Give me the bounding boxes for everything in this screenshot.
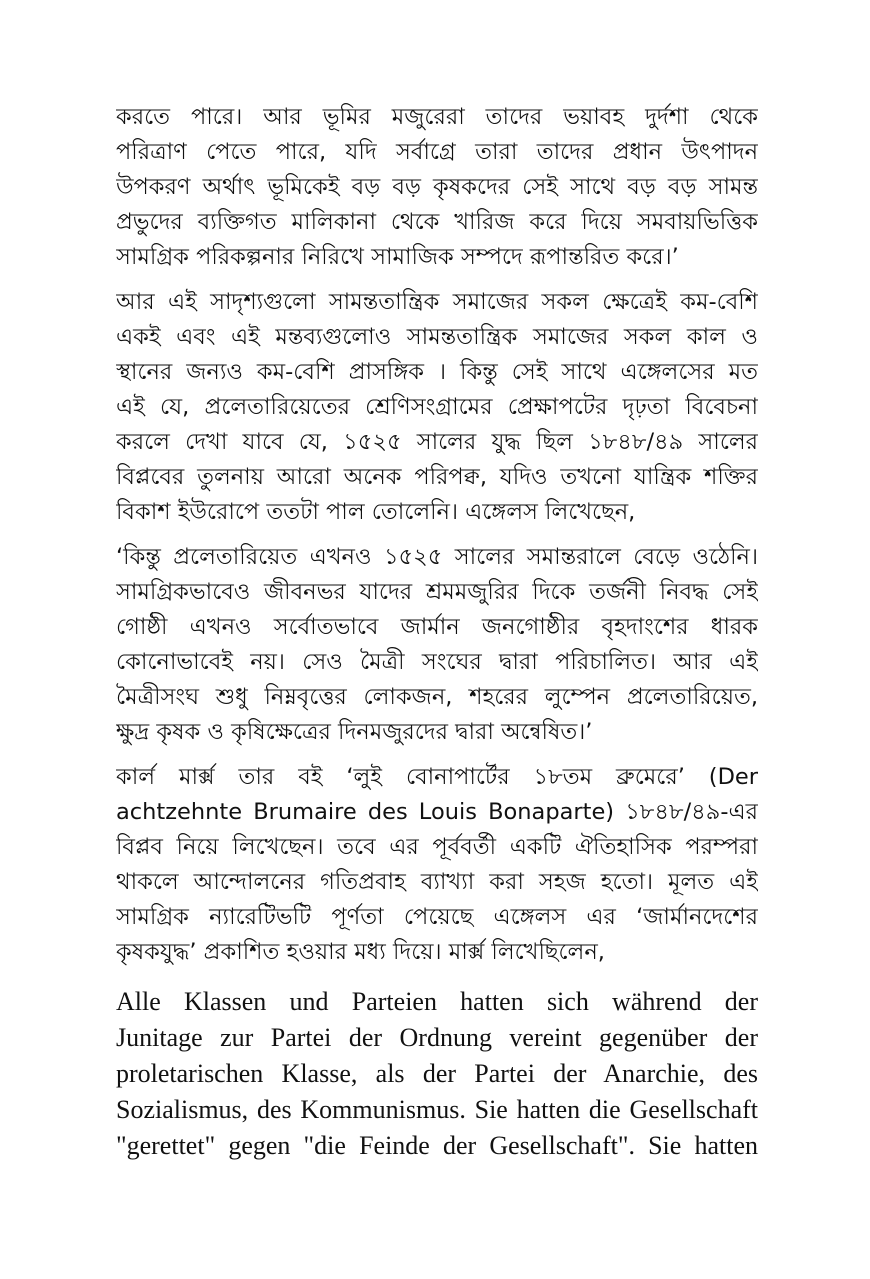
text-line: Sozialismus, des Kommunismus. Sie hatten die Gesellschaft	[116, 1095, 758, 1124]
text-line: থাকলে আন্দোলনের গতিপ্রবাহ ব্যাখ্যা করা সহজ হতো। মূলত এই	[116, 869, 758, 895]
page-text	[116, 100, 758, 1174]
paragraph-2	[116, 285, 758, 530]
text-line: Alle Klassen und Parteien hatten sich während der	[116, 987, 758, 1016]
text-line: বিপ্লব নিয়ে লিখেছেন। তবে এর পূর্ববর্তী একটি ঐতিহাসিক পরম্পরা	[116, 834, 758, 860]
text-line: পরিত্রাণ পেতে পারে, যদি সর্বাগ্রে তারা তাদের প্রধান উৎপাদন	[116, 139, 758, 165]
text-line: স্থানের জন্যও কম-বেশি প্রাসঙ্গিক । কিন্তু সেই সাথে এঙ্গেলসের মত	[116, 359, 758, 385]
text-line: মৈত্রীসংঘ শুধু নিম্নবৃত্তের লোকজন, শহরের লুম্পেন প্রলেতারিয়েত,	[116, 684, 758, 710]
text-line: গোষ্ঠী এখনও সর্বোতভাবে জার্মান জনগোষ্ঠীর বৃহদাংশের ধারক	[116, 614, 758, 640]
text-line: করতে পারে। আর ভূমির মজুরেরা তাদের ভয়াবহ দুর্দশা থেকে	[116, 104, 758, 130]
text-line: উপকরণ অর্থাৎ ভূমিকেই বড় বড় কৃষকদের সেই সাথে বড় বড় সামন্ত	[116, 174, 758, 200]
text-line: Junitage zur Partei der Ordnung vereint gegenüber der	[116, 1023, 758, 1052]
text-line: সামগ্রিকভাবেও জীবনভর যাদের শ্রমমজুরির দিকে তর্জনী নিবদ্ধ সেই	[116, 579, 758, 605]
text-line: ‘কিন্তু প্রলেতারিয়েত এখনও ১৫২৫ সালের সমান্তরালে বেড়ে ওঠেনি।	[116, 544, 758, 570]
text-line: বিপ্লবের তুলনায় আরো অনেক পরিপক্ব, যদিও তখনো যান্ত্রিক শক্তির	[116, 464, 758, 490]
text-line: কার্ল মার্ক্স তার বই ‘লুই বোনাপার্টের ১৮তম ব্রুমেরে’ (Der	[116, 764, 758, 790]
text-line: ক্ষুদ্র কৃষক ও কৃষিক্ষেত্রের দিনমজুরদের দ্বারা অন্বেষিত।’	[116, 719, 593, 745]
text-line: achtzehnte Brumaire des Louis Bonaparte) ১৮৪৮/৪৯-এর	[116, 799, 758, 825]
text-line: এই যে, প্রলেতারিয়েতের শ্রেণিসংগ্রামের প্রেক্ষাপটের দৃঢ়তা বিবেচনা	[116, 394, 758, 420]
text-line: বিকাশ ইউরোপে ততটা পাল তোলেনি। এঙ্গেলস লিখেছেন,	[116, 499, 636, 525]
paragraph-4	[116, 760, 758, 970]
paragraph-5-german-quote	[116, 984, 758, 1164]
text-line: সামগ্রিক ন্যারেটিভটি পূর্ণতা পেয়েছে এঙ্গেলস এর ‘জার্মানদেশের	[116, 904, 758, 930]
text-line: প্রভুদের ব্যক্তিগত মালিকানা থেকে খারিজ করে দিয়ে সমবায়ভিত্তিক	[116, 209, 758, 235]
text-line: আর এই সাদৃশ্যগুলো সামন্ততান্ত্রিক সমাজের সকল ক্ষেত্রেই কম-বেশি	[116, 289, 758, 315]
paragraph-3-quote	[116, 540, 758, 750]
text-line: কৃষকযুদ্ধ’ প্রকাশিত হওয়ার মধ্য দিয়ে। মার্ক্স লিখেছিলেন,	[116, 939, 605, 965]
text-line: সামগ্রিক পরিকল্পনার নিরিখে সামাজিক সম্পদে রূপান্তরিত করে।’	[116, 244, 679, 270]
text-line: একই এবং এই মন্তব্যগুলোও সামন্ততান্ত্রিক সমাজের সকল কাল ও	[116, 324, 758, 350]
paragraph-1	[116, 100, 758, 275]
text-line: করলে দেখা যাবে যে, ১৫২৫ সালের যুদ্ধ ছিল ১৮৪৮/৪৯ সালের	[116, 429, 758, 455]
text-line: কোনোভাবেই নয়। সেও মৈত্রী সংঘের দ্বারা পরিচালিত। আর এই	[116, 649, 758, 675]
text-line: "gerettet" gegen "die Feinde der Gesellschaft". Sie hatten	[116, 1131, 758, 1160]
text-line: proletarischen Klasse, als der Partei der Anarchie, des	[116, 1059, 758, 1088]
